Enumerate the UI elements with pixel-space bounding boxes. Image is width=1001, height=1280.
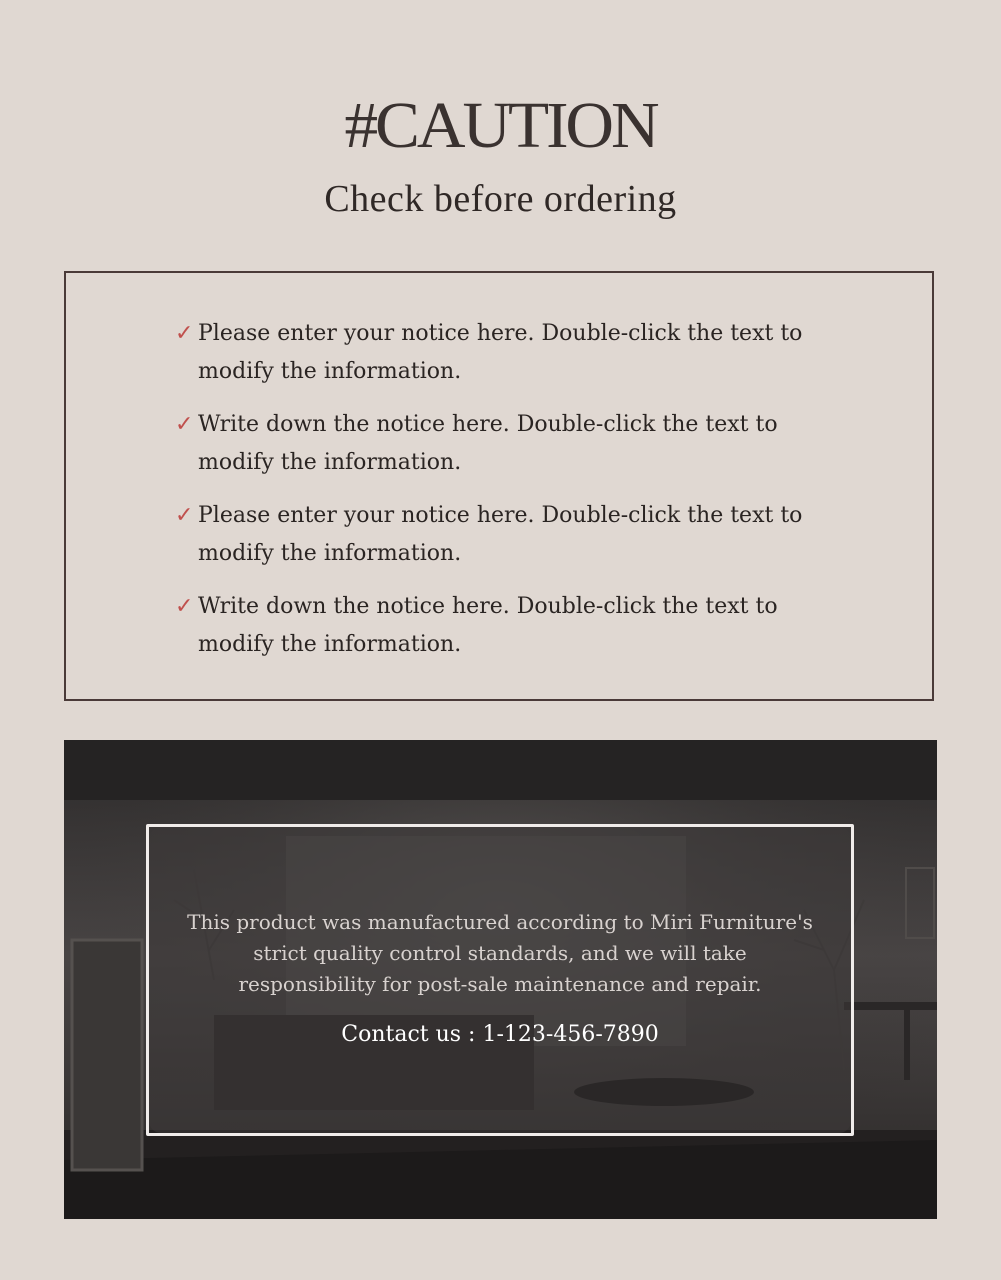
- notice-list: [176, 315, 856, 679]
- notice-item: [176, 406, 856, 482]
- notice-text-line2: modify the information.: [198, 359, 462, 384]
- notice-text-line1: Please enter your notice here. Double-click the text to: [198, 321, 803, 346]
- notice-item: [176, 588, 856, 664]
- notice-text-line1: Write down the notice here. Double-click the text to: [198, 412, 778, 437]
- notice-text-line1: Write down the notice here. Double-click the text to: [198, 594, 778, 619]
- check-icon: ✓: [175, 321, 194, 346]
- check-icon: ✓: [175, 503, 194, 528]
- statement-line: responsibility for post-sale maintenance and repair.: [238, 972, 762, 996]
- notice-item: [176, 315, 856, 391]
- notice-box: [64, 271, 934, 701]
- photo-banner: [64, 740, 937, 1219]
- quality-statement: [149, 907, 851, 1000]
- statement-line: This product was manufactured according to Miri Furniture's: [187, 910, 813, 934]
- notice-text-line1: Please enter your notice here. Double-click the text to: [198, 503, 803, 528]
- info-frame: [146, 824, 854, 1136]
- notice-item: [176, 497, 856, 573]
- contact-info: Contact us : 1-123-456-7890: [341, 1022, 659, 1047]
- notice-text-line2: modify the information.: [198, 541, 462, 566]
- caution-title: #CAUTION: [344, 89, 657, 162]
- notice-text-line2: modify the information.: [198, 450, 462, 475]
- notice-text-line2: modify the information.: [198, 632, 462, 657]
- subtitle: Check before ordering: [324, 178, 677, 220]
- check-icon: ✓: [175, 594, 194, 619]
- statement-line: strict quality control standards, and we will take: [253, 941, 747, 965]
- check-icon: ✓: [175, 412, 194, 437]
